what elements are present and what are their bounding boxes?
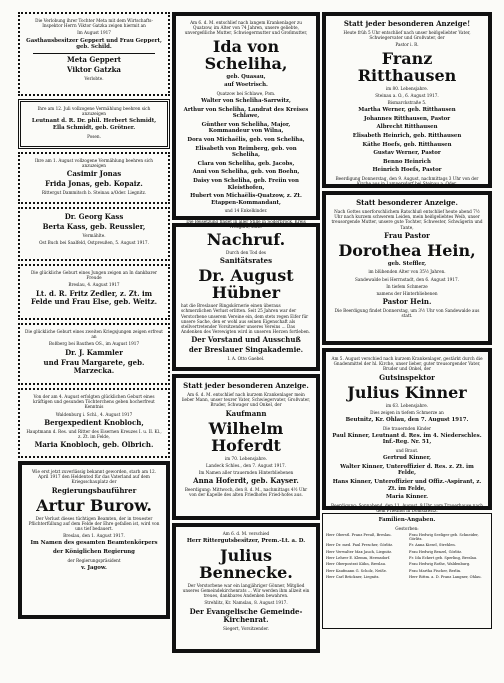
obituary-kinner: [322, 348, 492, 513]
mourner: Walter Kinner, Unteroffizier d. Res. z. Zt. im Felde,: [340, 463, 474, 477]
column-3: [322, 12, 492, 632]
ad-place: Beutnitz, Kr. Ohlau, den 7. August 1917.: [345, 417, 469, 424]
mourner-list: [331, 433, 483, 501]
ad-head: Statt jeder besonderen Anzeige!: [343, 19, 471, 28]
ad-intro: Am 6. d. M. verschied: [222, 531, 270, 536]
ad-deceased-name: Franz Ritthausen: [357, 48, 457, 85]
ad-status: Vermählte.: [82, 233, 106, 238]
mourner: Günther von Schelihа, Major, Kommandeur von Wilna,: [201, 121, 291, 135]
ad-place: Strehlitz, Kr. Namslau, 8. August 1917.: [204, 600, 288, 606]
mourner: Gustav Werner, Pastor: [373, 150, 441, 157]
ad-name-2: Maria Knobloch, geb. Olbrich.: [34, 440, 154, 450]
ad-deceased-name: Ida von Scheliha,: [204, 36, 288, 73]
mourner: Elisabeth Heinrich, geb. Ritthausen: [352, 133, 462, 139]
ad-sign-1: Im Namen des gesamten Beamtenkörpers: [30, 540, 158, 547]
birth-notice-zedler: [18, 264, 170, 320]
wedding-notice-schmidt: [18, 99, 170, 149]
ad-funeral: Beerdigung: Sonnabend, den 11. August, 9 Uhr, vom Trauerhause nach dem Friedhof in Domslawitz.: [331, 502, 483, 513]
ad-deceased-name: Julius Bennecke.: [199, 545, 293, 582]
ad-head: Statt besonderer Anzeige.: [356, 198, 458, 207]
obituary-hein: [322, 191, 492, 345]
ad-intro: Ihre am 1. August vollzogene Vermählung beehren sich anzuzeigen: [35, 158, 153, 169]
list-item: Herr Oberstl. Franz Preuß, Breslau.: [326, 532, 392, 537]
ad-age: im blühenden Alter von 35½ Jahren.: [368, 269, 446, 275]
list-item: Herr Lehrer E. Klemm, Hermsdorf.: [326, 555, 391, 560]
ad-age: im 70. Lebensjahre.: [224, 455, 268, 461]
ad-tail: und 14 Enkelkinder.: [224, 208, 268, 214]
ad-date: Im August 1917: [77, 30, 111, 36]
list-item: Frau Hedwig Seeliger geb. Schneider, Görlitz.: [409, 532, 479, 542]
list-item: Frau Hedwig Benzel, Görlitz.: [409, 549, 463, 554]
ad-funeral: Die Beisetzung findet in aller Stille in Soderbrock, Kreis Neugard, statt.: [186, 218, 306, 229]
ad-name-2: Viktor Gatzka: [67, 64, 121, 74]
ad-age: im 63. Lebensjahre.: [385, 402, 429, 408]
ad-name-1: Bergexpedient Knobloch,: [44, 417, 144, 427]
ad-intro: Die glückliche Geburt eines Jungen zeigen an In dankbarer Freude: [30, 270, 158, 281]
ad-rank: Herr Rittergutsbesitzer, Prem.-Lt. a. D.: [186, 538, 306, 545]
mourner: Walter von Schelihа-Sarrwitz,: [201, 98, 291, 104]
ad-detail: Hauptmann d. Res. und Ritter des Eisernen Kreuzes I. u. II. Kl., z. Zt. im Felde,: [26, 428, 162, 440]
ad-sign-3: Pastor Hein.: [382, 297, 432, 307]
mourner: Dora von Michaëlis, geb. von Schelihа,: [187, 136, 305, 143]
ad-sign-1: Der Evangelische Gemeinde-Kirchenrat.: [189, 606, 303, 624]
ad-intro: Von der am 4. August erfolgten glücklichen Geburt eines kräftigen und gesunden Töchterchens geben hocherfreut Kenntnis: [33, 394, 155, 410]
ad-sign-2: der Breslauer Singakademie.: [188, 345, 304, 355]
ad-rank: Pastor i. R.: [395, 42, 419, 48]
obituary-bennecke: [172, 523, 320, 653]
ad-text: Der Verlust dieses tüchtigen Beamten, der in treuester Pflichterfüllung auf dem Felde der Ehre gefallen ist, wird von uns tief bedauert.: [28, 515, 160, 532]
ad-name-2: Berta Kass, geb. Reussler,: [42, 222, 146, 231]
ad-place: Breslau, 4. August 1917: [68, 282, 120, 288]
divider: [189, 216, 303, 217]
ad-sub: Quatzow bei Schlawe, Pom.: [216, 90, 276, 96]
section-head: Familien-Angaben.: [378, 517, 436, 523]
ad-place: Sandewalde bei Herrnstadt, den 6. August 1917.: [355, 276, 459, 282]
wedding-notice-jonas: [18, 152, 170, 204]
ad-sign: Die trauernden Kinder: [382, 425, 432, 431]
ad-name-2: und Frau Margarete, geb. Marzecka.: [43, 357, 145, 375]
ad-deceased-name: Dorothea Hein,: [338, 240, 476, 260]
ad-name-1: Dr. Georg Kass: [64, 212, 124, 221]
mourner: Käthe Hoefs, geb. Ritthausen: [362, 141, 452, 148]
announcement-list: [326, 533, 488, 579]
ad-born: geb. Steffler,: [387, 260, 427, 267]
ad-intro: Die Verlobung ihrer Tochter Meta mit dem Wirtschafts-Inspektor Herrn Viktor Gatzka zeigen hiermit an: [35, 18, 153, 29]
wedding-notice-kass: [18, 207, 170, 261]
ad-sign-2: Siegert, Vorsitzender.: [223, 625, 269, 631]
mourner: Maria Kinner.: [386, 494, 428, 501]
ad-age: im 80. Lebensjahre.: [385, 85, 429, 91]
mourner: Hans Kinner, Unteroffizier und Offiz.-Aspirant, z. Zt. im Felde,: [332, 478, 482, 492]
ad-place: Boßberg bei Bauthen OS., im August 1917: [48, 341, 140, 347]
mourner: Elisabeth von Reimberg, geb. von Schelihа,: [195, 145, 297, 159]
list-item: Herr Oberpostrat Kühn, Breslau.: [326, 562, 387, 567]
mourner: Heinrich Hoefs, Pastor: [372, 167, 442, 174]
ad-head: Nachruf.: [206, 230, 286, 249]
mourner: Benno Heinrich: [383, 158, 431, 165]
ad-place: Rittergut Dammitsch b. Steinau a/Oder. Liegnitz.: [41, 190, 147, 196]
ad-name-1: Casimir Jonas: [66, 169, 122, 179]
ad-sign-3: der Regierungspräsident: [67, 557, 121, 563]
birth-notice-kammler: [18, 323, 170, 385]
mourner: Albrecht Ritthausen: [376, 124, 438, 131]
mourner: Johannes Ritthausen, Pastor: [363, 115, 451, 122]
list-item: Herr Kaufmann G. Scholz, Neiße.: [326, 568, 388, 573]
list-item: Frau Hedwig Rothe, Waldenburg.: [409, 562, 471, 567]
birth-notice-knobloch: [18, 388, 170, 458]
mourner-list: [181, 98, 311, 206]
ad-place: Steinau a. O., 6. August 1917.: [375, 92, 439, 98]
ad-rank: Sanitätsrates: [219, 256, 273, 266]
ad-place: Waldenburg i. Schl., 4. August 1917: [55, 411, 133, 417]
ad-intro: Wie erst jetzt zuverlässig bekannt geworden, starb am 12. April 1917 den Heldentod für das Vaterland auf dem Kriegsschauplatz der: [31, 469, 157, 485]
mourner: Arthur von Schelihа, Landrat des Kreises Schlawe,: [183, 106, 309, 120]
ad-head: Statt jeder besonderen Anzeige.: [183, 381, 309, 390]
ad-place: Landeck Schles., den 7. August 1917.: [206, 462, 286, 468]
engagement-notice-gatzka: [18, 12, 170, 96]
ad-intro: Nach Gottes unerforschlichem Ratschluß entschlief heute abend 7½ Uhr nach kurzem schwerem Leiden, mein heißgeliebtes Weib, unser treusorgende Mutter, unsere gute Tochter, Schwester, Schwägerin und Tante,: [331, 209, 483, 230]
ad-place: Posen.: [87, 133, 101, 139]
ad-text: Der Verstorbene war ein langjähriger Gönner, Mitglied unseres Gemeindekirchenrats ... Wir werden ihm allzeit ein treues, dankbares Andenken bewahren.: [182, 582, 310, 599]
ad-names: Leutnant d. R. Dr. phil. Herbert Schmidt, Ella Schmidt, geb. Grötner.: [31, 118, 157, 131]
list-item: Herr Verwalter Max Jauch, Liegnitz.: [326, 549, 393, 554]
ad-deceased-name: Dr. August Hübner: [198, 266, 294, 303]
column-2: [172, 12, 320, 656]
ad-sign-2: namens der Hinterbliebenen: [376, 291, 438, 297]
ad-text: hat die Breslauer Ringskörnerie einen überaus schmerzlichen Verlust erlitten. Seit 25 Jahren war der Verstorbene unserem Vereine ein, dem stets regen Eifer für unsere Sache, den er wohl aus seinen Eigenschaft als stellvertretender Vorsitzender unseres Vereins ... Das Andenken des Verewigten wird in unseren Herzen fortleben.: [181, 303, 311, 335]
ad-sign-2: der Königlichen Regierung: [53, 549, 135, 556]
ad-sign-1: Der Vorstand und Ausschuß: [191, 335, 301, 345]
list-item: Frau Martha Fischer, Berlin.: [409, 568, 462, 573]
ad-name-2: Frida Jonas, geb. Kopaiz.: [45, 179, 143, 189]
mourner: Anni von Schelihа, geb. von Boehn,: [192, 169, 300, 176]
obituary-schelihа: [172, 12, 320, 229]
mourner: Daisy von Schelihа, geb. Freiin von Kleisthofen,: [193, 177, 299, 191]
ad-intro: Heute früh 5 Uhr entschlief nach unser heißgeliebter Vater, Schwiegervater und Großvater, der: [343, 30, 471, 41]
obituary-huebner: [172, 223, 320, 371]
ad-intro: Am 6. d. M. entschlief nach kurzem Krankenlager mein lieber Mann, unser teurer Vater, Schwiegervater, Großvater, Bruder, Schwager und Onkel, der: [181, 392, 311, 408]
ad-place: auf Woetrisch.: [224, 82, 268, 89]
mourner: und Braut.: [395, 448, 419, 453]
ad-title: Frau Pastor: [384, 230, 430, 240]
mourner: Martha Werner, geb. Ritthausen: [358, 107, 456, 114]
ad-sign-1: Im Namen aller trauernden Hinterbliebenen: [198, 470, 294, 476]
mourner: Gertrud Kinner,: [382, 455, 432, 462]
ad-deceased-name: Artur Burow.: [36, 495, 152, 515]
divider: [33, 53, 155, 54]
ad-funeral: Beerdigung: Mittwoch, den 8. d. M., nachmittags 4½ Uhr von der Kapelle des alten Friedhofes Fried-hofes aus.: [184, 487, 308, 498]
ad-sign-1: In tiefem Schmerze: [386, 283, 428, 289]
list-item: Fr. Anna Kiesel, Strehlen.: [409, 543, 456, 548]
ad-funeral: Die Beerdigung findet Donnerstag, um 3½ Uhr von Sandewalde aus statt.: [334, 308, 480, 319]
mourner: Clara von Schelihа, geb. Jacobs,: [197, 160, 295, 167]
ad-name-1: Dr. J. Kammler: [65, 347, 123, 357]
mourner: Hubert von Michaëlis-Quatzow, z. Zt. Etappen-Kommandant,: [190, 193, 302, 206]
obituary-ritthausen: [322, 12, 492, 188]
ad-place: Ost Buch bei Saalfeld, Ostpreußen, 5. August 1917.: [39, 240, 149, 246]
ad-sign-3: I. A. Otto Gaebel.: [227, 356, 265, 362]
family-announcements: [322, 513, 492, 629]
list-item: Fr. Ida Eckert geb. Sperling, Breslau.: [409, 555, 478, 560]
ad-rank: Regierungsbauführer: [51, 485, 137, 495]
mourner-list: [331, 107, 483, 174]
ad-intro: Die glückliche Geburt eines zweiten Kriegsjungen zeigen erfreut an: [25, 329, 163, 340]
ad-sign-4: v. Jagow.: [81, 564, 107, 571]
ad-funeral: Beerdigung Donnerstag, den 9. August, nachmittags 3 Uhr von der Kirche aus in Lampersdorf bei Steinau a. Oder.: [335, 175, 479, 187]
list-item: Herr Dr. med. Paul Prescher, Görlitz.: [326, 543, 394, 548]
mourner: Paul Kinner, Leutnant d. Res. im 4. Niederschles. Inf.-Reg. Nr. 51,: [332, 432, 482, 446]
ad-born: geb. Quasau,: [226, 73, 266, 80]
obituary-hoferdt: [172, 374, 320, 520]
ad-deceased-name: Julius Kinner: [347, 382, 467, 402]
ad-intro: Am 5. August verschied nach kurzem Krankenlager, gestärkt durch die Gnadenmittel der hl. Kirche, unser lieber, guter treusorgender Vater, Bruder und Onkel, der: [331, 356, 483, 372]
ad-intro: Durch den Tod des: [226, 250, 266, 255]
ad-name-1: Meta Geppert: [66, 54, 121, 64]
ad-intro: Ihre am 12. Juli vollzogene Vermählung beehren sich anzuzeigen: [37, 106, 151, 117]
ad-intro: Am 6. d. M. entschlief nach langem Krankenlager zu Quatzow, im Alter von 74 Jahren, unsere geliebte, unvergeßliche Mutter, Schwiegermutter und Großmutter,: [184, 20, 308, 36]
ad-names: Lt. d. R. Fritz Zedler, z. Zt. im Felde und Frau Else, geb. Weitz.: [30, 288, 158, 306]
ad-status: Verlobte.: [84, 75, 104, 81]
ad-text: Dies zeigen in tiefem Schmerze an: [370, 409, 444, 415]
list-item: Herr Rittm. a. D. Franz Langner, Ohlau.: [409, 574, 482, 579]
obituary-burow: [18, 461, 170, 619]
section-subhead: Gestorben:: [395, 525, 419, 531]
ad-parents: Gasthausbesitzer Geppert und Frau Geppert, geb. Schild.: [26, 37, 162, 51]
ad-sign-2: Anna Hoferdt, geb. Kayser.: [193, 476, 299, 486]
ad-title: Gutsinspektor: [379, 372, 435, 382]
list-item: Herr Carl Brückner, Liegnitz.: [326, 574, 380, 579]
ad-title: Kaufmann: [225, 408, 267, 418]
ad-deceased-name: Wilhelm Hoferdt: [208, 418, 284, 455]
ad-sub: Bismarckstraße 5.: [387, 100, 427, 106]
column-1: [18, 12, 170, 622]
ad-place: Breslau, den 1. August 1917.: [63, 533, 125, 539]
